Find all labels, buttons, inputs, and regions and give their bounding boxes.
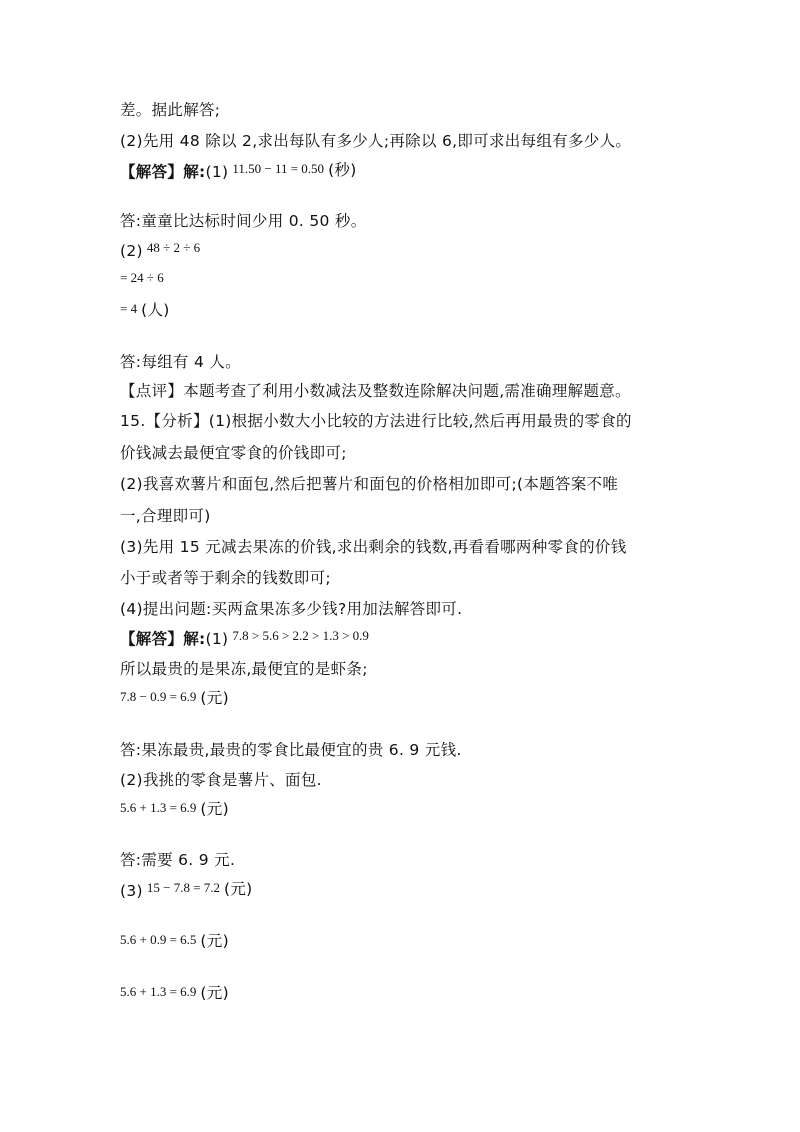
- math-expression: 48 ÷ 2 ÷ 6: [146, 240, 201, 255]
- answer-label: 【解答】解:: [120, 163, 206, 181]
- line-text: 答:每组有 4 人。: [120, 353, 241, 371]
- text-line: [120, 658, 368, 680]
- math-line: [120, 240, 204, 263]
- line-text: 答:果冻最贵,最贵的零食比最便宜的贵 6. 9 元钱.: [120, 741, 462, 759]
- unit-label: (元): [200, 689, 229, 707]
- math-expression: 5.6 + 1.3 = 6.9: [120, 800, 197, 815]
- math-expression: = 24 ÷ 6: [120, 270, 164, 285]
- text-line: [120, 380, 631, 402]
- line-text: (2)我喜欢薯片和面包,然后把薯片和面包的价格相加即可;(本题答案不唯: [120, 475, 619, 493]
- line-text: 【点评】本题考查了利用小数减法及整数连除解决问题,需准确理解题意。: [120, 382, 631, 400]
- text-line: [120, 99, 220, 121]
- line-text: (4)提出问题:买两盒果冻多少钱?用加法解答即可.: [120, 600, 463, 618]
- text-line: [120, 769, 322, 791]
- math-line: [120, 800, 229, 823]
- text-line: [120, 210, 367, 232]
- line-text: 15.【分析】(1)根据小数大小比较的方法进行比较,然后再用最贵的零食的: [120, 412, 632, 430]
- line-text: (3)先用 15 元减去果冻的价钱,求出剩余的钱数,再看看哪两种零食的价钱: [120, 538, 627, 556]
- math-line: [120, 270, 168, 293]
- math-expression: 15 − 7.8 = 7.2: [146, 880, 221, 895]
- line-text: 一,合理即可): [120, 507, 211, 525]
- text-line: [120, 598, 462, 620]
- answer-line: [120, 628, 373, 651]
- text-line: [120, 442, 347, 464]
- unit-label: (元): [200, 932, 229, 950]
- math-expression: = 4: [120, 301, 138, 316]
- math-line: [120, 301, 170, 324]
- text-line: [120, 739, 462, 761]
- text-line: [120, 849, 235, 871]
- unit-label: (元): [200, 800, 229, 818]
- line-text: 差。据此解答;: [120, 101, 221, 119]
- unit-label: (元): [200, 984, 229, 1002]
- part-number: (2): [120, 242, 143, 260]
- math-line: [120, 932, 229, 955]
- line-text: (2)我挑的零食是薯片、面包.: [120, 771, 322, 789]
- math-expression: 7.8 > 5.6 > 2.2 > 1.3 > 0.9: [232, 628, 369, 643]
- math-line: [120, 984, 229, 1007]
- text-line: [120, 536, 627, 558]
- math-expression: 5.6 + 1.3 = 6.9: [120, 984, 197, 999]
- text-line: [120, 505, 211, 527]
- line-text: (2)先用 48 除以 2,求出每队有多少人;再除以 6,即可求出每组有多少人。: [120, 132, 632, 150]
- math-line: [120, 689, 229, 712]
- answer-line: [120, 161, 357, 184]
- text-line: [120, 351, 241, 373]
- line-text: 答:需要 6. 9 元.: [120, 851, 236, 869]
- line-text: 价钱减去最便宜零食的价钱即可;: [120, 444, 347, 462]
- text-line: [120, 473, 618, 495]
- part-number: (3): [120, 882, 143, 900]
- text-line: [120, 567, 331, 589]
- line-text: 所以最贵的是果冻,最便宜的是虾条;: [120, 660, 368, 678]
- math-expression: 7.8 − 0.9 = 6.9: [120, 689, 197, 704]
- math-expression: 11.50 − 11 = 0.50: [232, 161, 325, 176]
- math-expression: 5.6 + 0.9 = 6.5: [120, 932, 197, 947]
- line-text: 答:童童比达标时间少用 0. 50 秒。: [120, 212, 367, 230]
- unit-label: (元): [224, 880, 253, 898]
- text-line: [120, 410, 632, 432]
- part-number: (1): [205, 630, 229, 648]
- unit-label: (人): [141, 301, 170, 319]
- line-text: 小于或者等于剩余的钱数即可;: [120, 569, 331, 587]
- unit-label: (秒): [328, 161, 357, 179]
- answer-label: 【解答】解:: [120, 630, 206, 648]
- text-line: [120, 130, 631, 152]
- math-line: [120, 880, 253, 903]
- part-number: (1): [205, 163, 229, 181]
